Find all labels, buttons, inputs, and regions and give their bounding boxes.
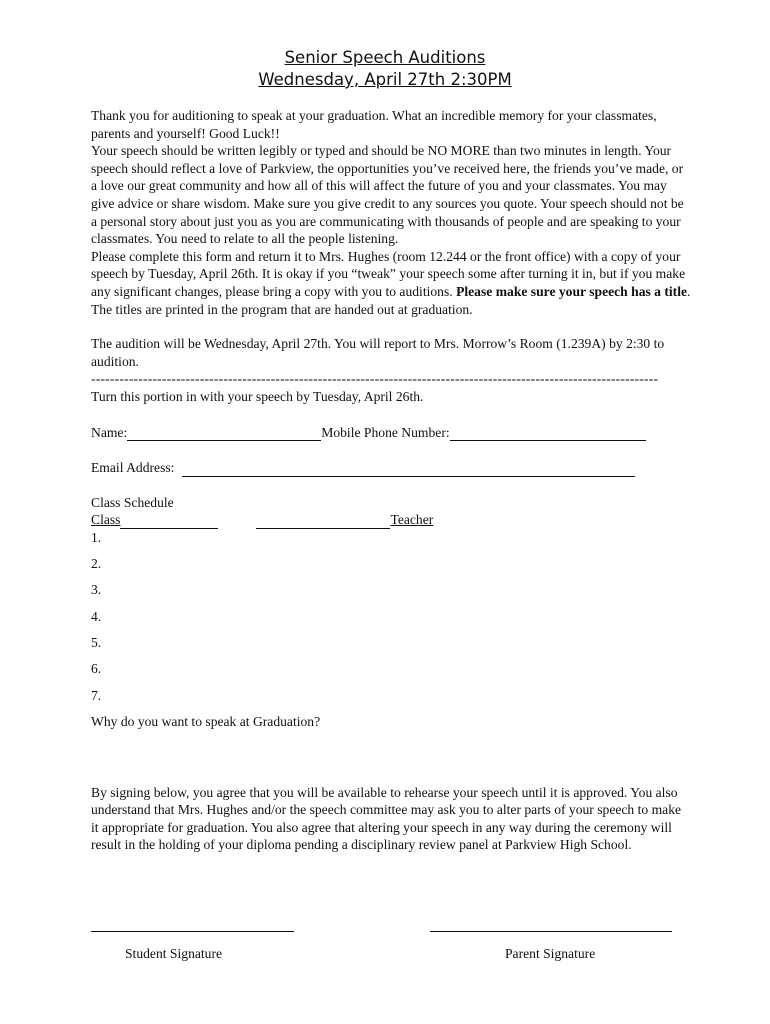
intro-paragraph-3 xyxy=(91,248,691,318)
document-subtitle: Wednesday, April 27th 2:30PM xyxy=(258,70,512,89)
phone-label: Mobile Phone Number: xyxy=(321,424,450,440)
student-signature-line[interactable] xyxy=(91,931,294,932)
email-label: Email Address: xyxy=(91,460,175,476)
student-signature-label: Student Signature xyxy=(125,946,223,961)
class-row[interactable]: 7. xyxy=(91,687,102,703)
name-field[interactable] xyxy=(127,426,321,441)
parent-signature-label: Parent Signature xyxy=(505,946,596,961)
document-title: Senior Speech Auditions xyxy=(284,48,486,67)
class-schedule-label: Class Schedule xyxy=(91,494,174,510)
class-row[interactable]: 6. xyxy=(91,661,102,677)
document-body xyxy=(91,107,691,854)
class-teacher-header xyxy=(91,511,691,529)
class-row[interactable]: 2. xyxy=(91,556,102,572)
phone-field[interactable] xyxy=(450,426,646,441)
why-question: Why do you want to speak at Graduation? xyxy=(91,713,321,729)
teacher-label: Teacher xyxy=(390,512,434,528)
intro-paragraph-3-end: . The titles are printed in the program that are handed out at graduation. xyxy=(91,283,691,317)
turn-in-note: Turn this portion in with your speech by Tuesday, April 26th. xyxy=(91,388,424,404)
intro-paragraph-3-text: Please complete this form and return it to Mrs. Hughes (room 12.244 or the front office) with a copy of your speech by Tuesday, April 26th. It is okay if you “tweak” your speech some after turning it in, but if you make any significant changes, please bring a copy with you to auditions. xyxy=(91,248,686,299)
intro-paragraph-1: Thank you for auditioning to speak at your graduation. What an incredible memory for your classmates, parents and yourself! Good Luck!! xyxy=(91,108,657,141)
agreement-paragraph: By signing below, you agree that you will be available to rehearse your speech until it is approved. You also understand that Mrs. Hughes and/or the speech committee may ask you to alter parts of your speech to make it appropriate for graduation. You also agree that altering your speech in any way during the ceremony will result in the holding of your diploma pending a disciplinary review panel at Parkview High School. xyxy=(91,784,682,853)
name-label: Name: xyxy=(91,424,128,440)
class-row[interactable]: 3. xyxy=(91,582,102,598)
email-field[interactable] xyxy=(182,462,635,477)
cut-line: ------------------------------------------------------------------------------------------------------------------------ xyxy=(91,371,659,387)
intro-paragraph-2: Your speech should be written legibly or typed and should be NO MORE than two minutes in length. Your speech should reflect a love of Parkview, the opportunities you’ve received here, the friends you’ve made, or a love our great community and how all of this will affect the future of you and your classmates. You may give advice or share wisdom. Make sure you give credit to any sources you quote. Your speech should not be a personal story about just you as you are communicating with thousands of people and are speaking to your classmates. You need to relate to all the people listening. xyxy=(91,143,684,247)
class-rows xyxy=(91,529,691,713)
email-row xyxy=(91,459,691,477)
class-label: Class xyxy=(91,512,121,528)
name-phone-row xyxy=(91,424,691,442)
class-row[interactable]: 5. xyxy=(91,635,102,651)
class-row[interactable]: 4. xyxy=(91,608,102,624)
title-requirement: Please make sure your speech has a title xyxy=(456,283,688,299)
audition-info: The audition will be Wednesday, April 27th. You will report to Mrs. Morrow’s Room (1.239A) by 2:30 to audition. xyxy=(91,336,665,369)
title-block xyxy=(0,47,770,91)
parent-signature-line[interactable] xyxy=(430,931,672,932)
class-row[interactable]: 1. xyxy=(91,529,102,545)
